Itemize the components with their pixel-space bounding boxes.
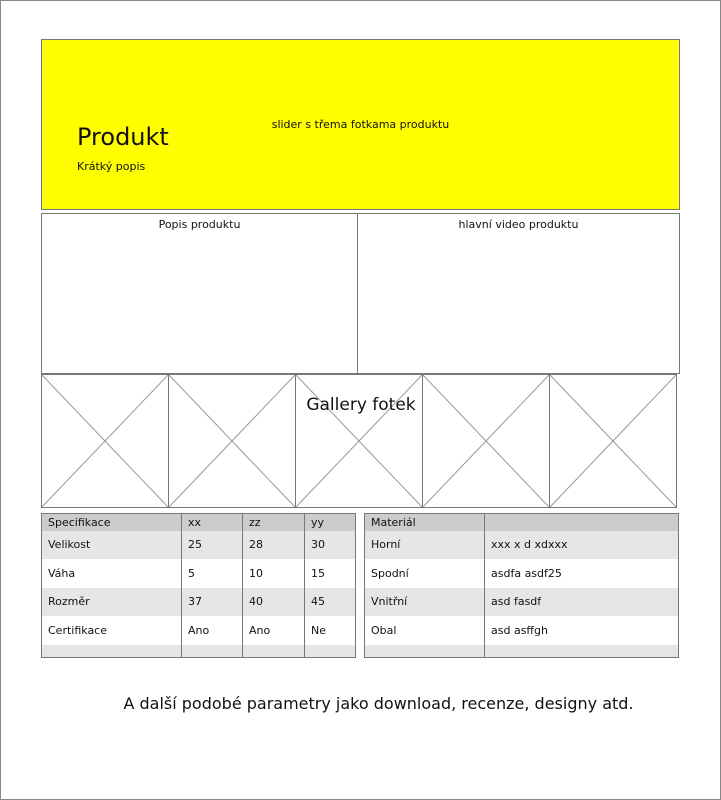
- product-title: Produkt: [77, 123, 169, 151]
- table-cell: Váha: [48, 566, 76, 580]
- table-cell: asd fasdf: [485, 588, 679, 617]
- column-header: [485, 514, 679, 531]
- table-row-empty: [42, 645, 356, 658]
- gallery-image-placeholder[interactable]: [168, 374, 296, 508]
- table-cell: 45: [305, 588, 356, 617]
- gallery-title: Gallery fotek: [306, 395, 416, 415]
- table-cell: 25: [182, 531, 243, 560]
- product-video-label: hlavní video produktu: [458, 218, 579, 231]
- table-row-empty: [365, 645, 679, 658]
- material-table: [364, 513, 679, 658]
- gallery-image-placeholder[interactable]: [41, 374, 169, 508]
- table-row: [42, 531, 356, 560]
- table-cell: 28: [243, 531, 305, 560]
- table-cell: Vnitřní: [371, 595, 408, 609]
- table-row: [365, 588, 679, 617]
- table-cell: 15: [305, 559, 356, 588]
- table-cell: Spodní: [371, 566, 409, 580]
- table-row: [365, 616, 679, 645]
- column-header: zz: [243, 514, 305, 531]
- table-cell: asdfa asdf25: [485, 559, 679, 588]
- gallery-image-placeholder[interactable]: [549, 374, 677, 508]
- table-cell: Velikost: [48, 538, 91, 552]
- table-cell: 30: [305, 531, 356, 560]
- image-placeholder-icon: [42, 375, 168, 507]
- footer-note: A další podobé parametry jako download, recenze, designy atd.: [123, 694, 634, 713]
- table-cell: 40: [243, 588, 305, 617]
- product-description-label: Popis produktu: [158, 218, 241, 231]
- product-short-description: Krátký popis: [77, 160, 146, 173]
- table-row: [42, 588, 356, 617]
- column-header: Specifikace: [48, 515, 111, 529]
- table-cell: Certifikace: [48, 623, 108, 637]
- column-header: Materiál: [371, 515, 416, 529]
- table-row: [42, 559, 356, 588]
- image-placeholder-icon: [169, 375, 295, 507]
- table-cell: 5: [182, 559, 243, 588]
- table-row: [365, 559, 679, 588]
- table-row: [42, 616, 356, 645]
- table-cell: Rozměr: [48, 595, 90, 609]
- table-header-row: [42, 514, 356, 531]
- table-cell: 37: [182, 588, 243, 617]
- product-description-box: [41, 213, 358, 374]
- hero-slider-label: slider s třema fotkama produktu: [271, 118, 450, 131]
- hero-banner: [41, 39, 680, 210]
- image-placeholder-icon: [550, 375, 676, 507]
- image-placeholder-icon: [423, 375, 549, 507]
- table-cell: 10: [243, 559, 305, 588]
- specification-table: [41, 513, 356, 658]
- column-header: yy: [305, 514, 356, 531]
- table-cell: Ano: [243, 616, 305, 645]
- table-cell: xxx x d xdxxx: [485, 531, 679, 560]
- table-header-row: [365, 514, 679, 531]
- gallery-image-placeholder[interactable]: [422, 374, 550, 508]
- table-cell: Ne: [305, 616, 356, 645]
- product-video-box[interactable]: [357, 213, 680, 374]
- table-cell: asd asffgh: [485, 616, 679, 645]
- table-row: [365, 531, 679, 560]
- table-cell: Ano: [182, 616, 243, 645]
- table-cell: Horní: [371, 538, 401, 552]
- column-header: xx: [182, 514, 243, 531]
- table-cell: Obal: [371, 623, 397, 637]
